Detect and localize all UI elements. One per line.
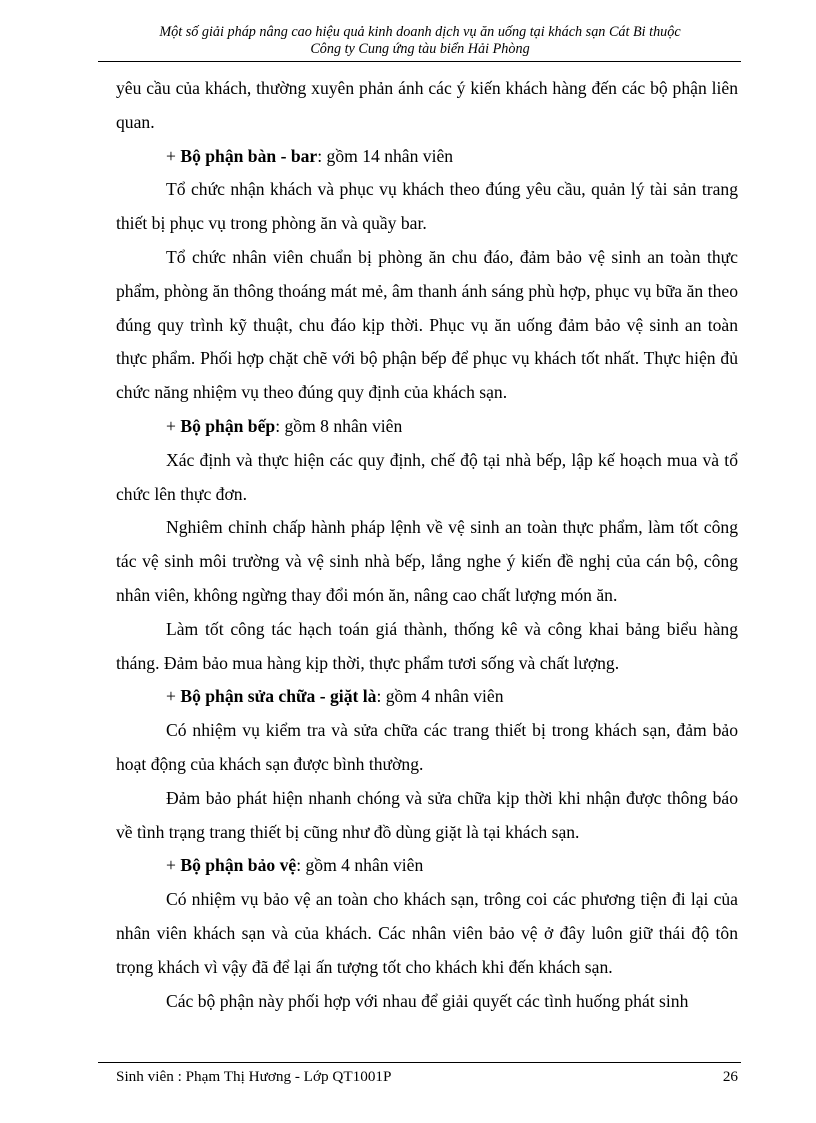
paragraph: Có nhiệm vụ bảo vệ an toàn cho khách sạn, trông coi các phương tiện đi lại của nhân viên khách sạn và của khách. Các nhân viên bảo vệ ở đây luôn giữ thái độ tôn trọng khách vì vậy đã để lại ấn tượng tốt cho khách khi đến khách sạn. [116, 889, 738, 977]
heading-bold-text: Bộ phận bếp [180, 415, 276, 436]
running-header [100, 24, 740, 58]
header-title-line-2: Công ty Cung ứng tàu biển Hải Phòng [310, 41, 530, 57]
heading-prefix: + [166, 415, 181, 436]
section-heading-bao-ve [116, 849, 738, 883]
paragraph: Tổ chức nhân viên chuẩn bị phòng ăn chu đáo, đảm bảo vệ sinh an toàn thực phẩm, phòng ăn thông thoáng mát mẻ, âm thanh ánh sáng phù hợp, phục vụ bữa ăn theo đúng quy trình kỹ thuật, chu đáo kịp thời. Phục vụ ăn uống đảm bảo vệ sinh an toàn thực phẩm. Phối hợp chặt chẽ với bộ phận bếp để phục vụ khách tốt nhất. Thực hiện đủ chức năng nhiệm vụ theo đúng quy định của khách sạn. [116, 246, 738, 403]
paragraph: Có nhiệm vụ kiểm tra và sửa chữa các trang thiết bị trong khách sạn, đảm bảo hoạt động của khách sạn được bình thường. [116, 720, 738, 774]
section-heading-ban-bar [116, 140, 738, 174]
paragraph-continuation: yêu cầu của khách, thường xuyên phản ánh các ý kiến khách hàng đến các bộ phận liên quan. [116, 78, 738, 132]
paragraph: Xác định và thực hiện các quy định, chế độ tại nhà bếp, lập kế hoạch mua và tổ chức lên thực đơn. [116, 449, 738, 504]
footer-divider [98, 1062, 741, 1063]
footer-student-info: Sinh viên : Phạm Thị Hương - Lớp QT1001P [116, 1068, 392, 1085]
paragraph: Tổ chức nhận khách và phục vụ khách theo đúng yêu cầu, quản lý tài sản trang thiết bị phục vụ trong phòng ăn và quầy bar. [116, 179, 738, 234]
heading-rest-text: : gồm 14 nhân viên [317, 145, 454, 166]
heading-prefix: + [166, 145, 181, 166]
paragraph: Đảm bảo phát hiện nhanh chóng và sửa chữa kịp thời khi nhận được thông báo về tình trạng trang thiết bị cũng như đồ dùng giặt là tại khách sạn. [116, 787, 738, 842]
heading-prefix: + [166, 686, 181, 707]
page-number: 26 [722, 1068, 738, 1085]
paragraph: Nghiêm chỉnh chấp hành pháp lệnh về vệ sinh an toàn thực phẩm, làm tốt công tác vệ sinh môi trường và vệ sinh nhà bếp, lắng nghe ý kiến đề nghị của cán bộ, công nhân viên, không ngừng thay đổi món ăn, nâng cao chất lượng món ăn. [116, 517, 738, 605]
heading-prefix: + [166, 855, 181, 876]
heading-bold-text: Bộ phận bàn - bar [180, 145, 318, 166]
header-title-line-1: Một số giải pháp nâng cao hiệu quả kinh doanh dịch vụ ăn uống tại khách sạn Cát Bi thuộc [159, 24, 681, 40]
heading-rest-text: : gồm 4 nhân viên [376, 686, 504, 707]
paragraph: Các bộ phận này phối hợp với nhau để giải quyết các tình huống phát sinh [166, 990, 689, 1011]
heading-rest-text: : gồm 8 nhân viên [275, 415, 403, 436]
page-body [116, 72, 738, 1018]
header-divider [98, 61, 741, 62]
section-heading-sua-chua-giat-la [116, 680, 738, 714]
section-heading-bep [116, 410, 738, 444]
paragraph: Làm tốt công tác hạch toán giá thành, thống kê và công khai bảng biểu hàng tháng. Đảm bảo mua hàng kịp thời, thực phẩm tươi sống và chất lượng. [116, 618, 738, 673]
heading-rest-text: : gồm 4 nhân viên [296, 855, 424, 876]
heading-bold-text: Bộ phận bảo vệ [180, 855, 297, 876]
heading-bold-text: Bộ phận sửa chữa - giặt là [180, 686, 377, 707]
